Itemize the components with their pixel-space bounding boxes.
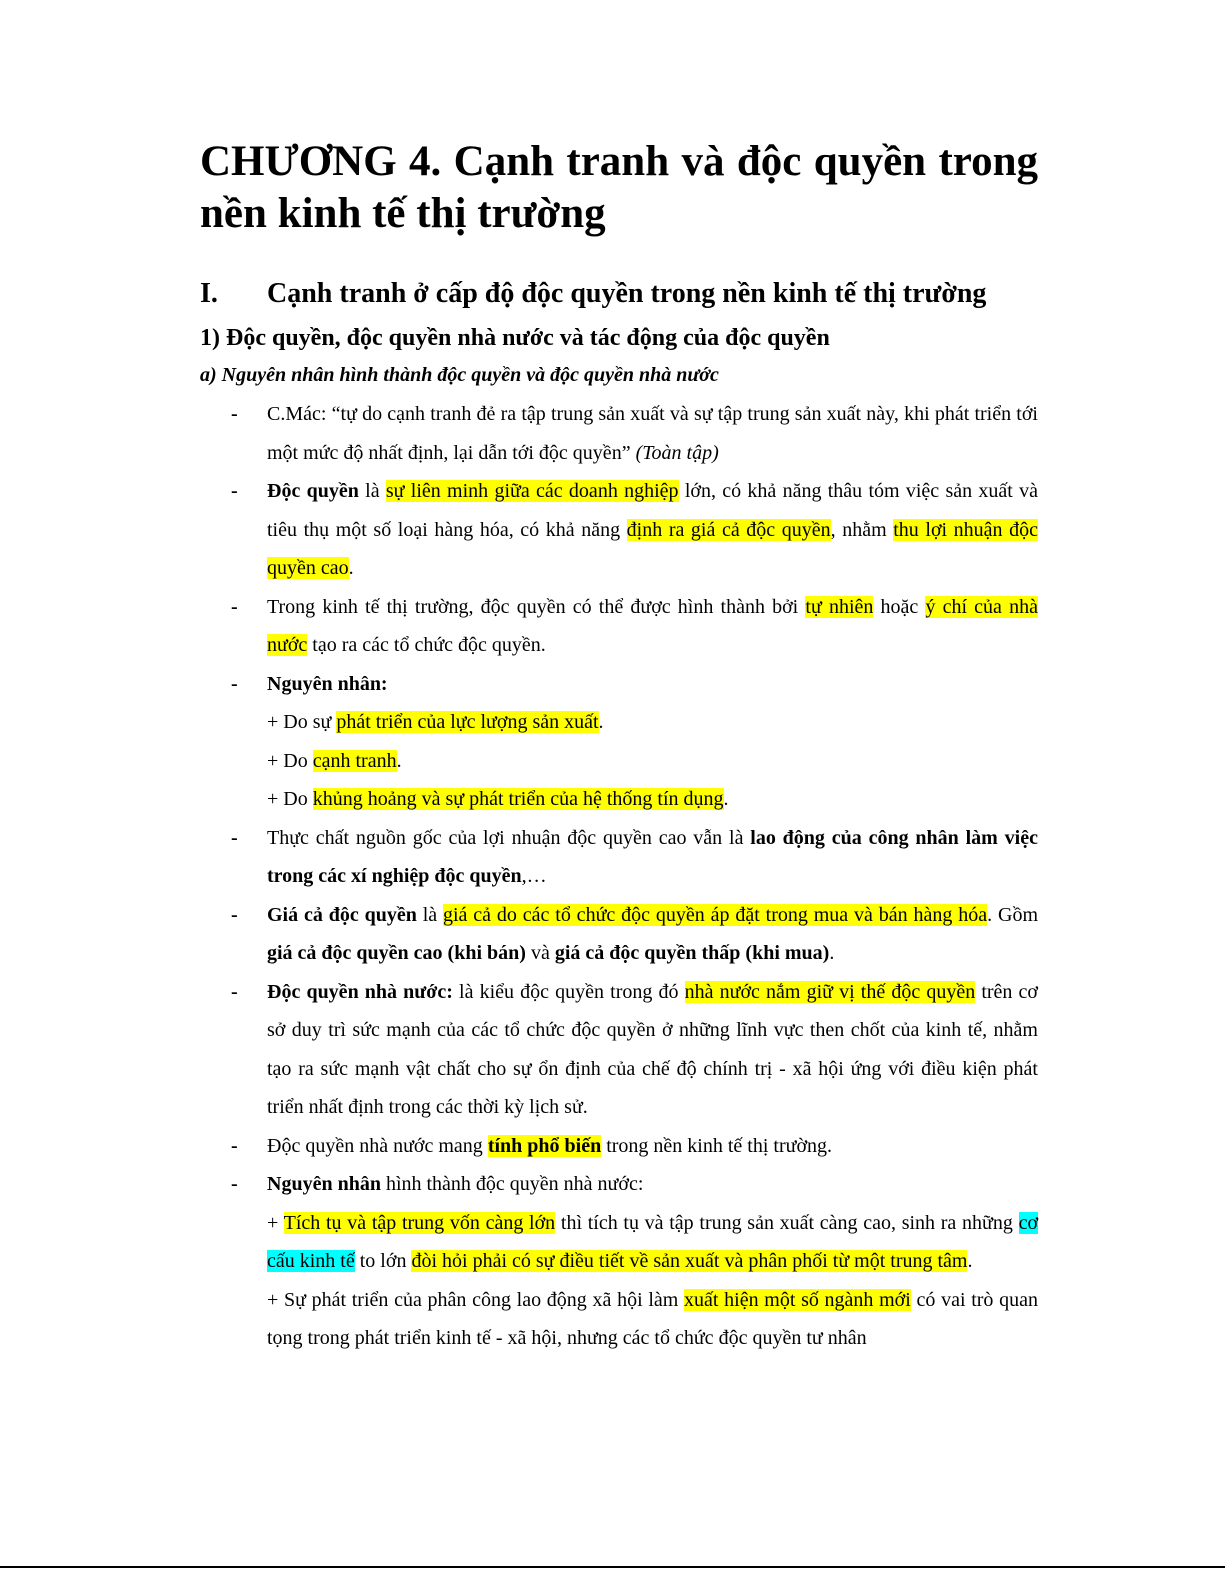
document-page	[200, 136, 1038, 1358]
highlight: ý chí của nhà nước	[267, 595, 1038, 656]
bullet-dash: -	[231, 903, 238, 926]
text-run: là	[416, 903, 443, 926]
bullet-state-causes	[200, 1165, 1038, 1358]
text-run: .	[598, 711, 604, 733]
bullet-universality	[200, 1127, 1038, 1166]
text-run: + Do	[267, 788, 313, 810]
text-run: thì tích tụ và tập trung sản xuất càng cao, sinh ra những	[555, 1211, 1019, 1234]
sub-item	[267, 703, 1038, 742]
text-run: + Sự phát triển của phân công lao động xã hội làm	[267, 1288, 685, 1311]
bold-text: giá cả độc quyền thấp (khi mua)	[554, 942, 830, 964]
bullet-marx-quote	[200, 395, 1038, 472]
bullet-list	[200, 395, 1038, 1358]
text-run: .	[348, 557, 354, 579]
bullet-dash: -	[231, 826, 238, 849]
text-run: . Gồm	[987, 903, 1039, 926]
text-run: .	[967, 1250, 973, 1272]
text-run: hình thành độc quyền nhà nước:	[380, 1173, 644, 1195]
highlight: xuất hiện một số ngành mới	[684, 1288, 911, 1311]
text-run: Trong kinh tế thị trường, độc quyền có thể được hình thành bởi	[267, 595, 806, 618]
bullet-dash: -	[231, 980, 238, 1003]
highlight-cyan: cơ cấu kinh tế	[267, 1211, 1039, 1272]
bullet-dash: -	[231, 480, 238, 502]
bullet-dash: -	[231, 403, 238, 425]
text-run: , nhằm	[830, 518, 894, 541]
highlight: tính phổ biến	[487, 1134, 602, 1157]
highlight: nhà nước nắm giữ vị thế độc quyền	[684, 980, 976, 1003]
highlight: tự nhiên	[805, 595, 874, 618]
text-run: + Do	[267, 749, 313, 772]
bullet-dash: -	[231, 672, 238, 695]
subsection-heading: 1) Độc quyền, độc quyền nhà nước và tác động của độc quyền	[200, 325, 830, 351]
bullet-dash: -	[231, 1173, 238, 1195]
text-run: .	[723, 788, 729, 810]
bold-text: giá cả độc quyền cao (khi bán)	[267, 942, 526, 964]
text-run: trong nền kinh tế thị trường.	[601, 1134, 833, 1157]
section-heading	[200, 274, 1038, 314]
section-title: Cạnh tranh ở cấp độ độc quyền trong nền kinh tế thị trường	[267, 278, 987, 309]
text-run: có vai trò quan tọng trong phát triển kinh tế - xã hội, nhưng các tổ chức độc quyền tư nhân	[267, 1288, 1038, 1349]
bullet-state-monopoly	[200, 973, 1038, 1127]
citation-source: (Toàn tập)	[635, 441, 719, 464]
highlight: giá cả do các tổ chức độc quyền áp đặt trong mua và bán hàng hóa	[443, 903, 988, 926]
bullet-dash: -	[231, 595, 238, 618]
text-run: lớn, có khả năng thâu tóm việc sản xuất và tiêu thụ một số loại hàng hóa, có khả năng	[267, 480, 1039, 541]
highlight: cạnh tranh	[312, 749, 397, 772]
bullet-dash: -	[231, 1134, 238, 1157]
highlight: khủng hoảng và sự phát triển của hệ thống tín dụng	[312, 788, 724, 810]
bullet-monopoly-definition	[200, 472, 1038, 588]
highlight: thu lợi nhuận độc quyền cao	[267, 518, 1039, 579]
text-run: tạo ra các tổ chức độc quyền.	[307, 634, 546, 656]
text-run: trên cơ sở duy trì sức mạnh của các tổ chức độc quyền ở những lĩnh vực then chốt của kinh tế, nhằm tạo ra sức mạnh vật chất cho sự ổn định của chế độ chính trị - xã hội ứng với điều kiện phát triển nhất định trong các thời kỳ lịch sử.	[267, 980, 1038, 1118]
page-bottom-rule	[0, 1566, 1225, 1568]
subsubsection-heading: a) Nguyên nhân hình thành độc quyền và độc quyền nhà nước	[200, 364, 719, 386]
bullet-formation	[200, 588, 1038, 665]
text-run: là	[358, 480, 386, 502]
bullet-profit-origin	[200, 819, 1038, 896]
term: Nguyên nhân	[267, 1173, 381, 1195]
bold-text: lao động của công nhân làm việc trong các xí nghiệp độc quyền	[267, 826, 1038, 887]
highlight: phát triển của lực lượng sản xuất	[336, 711, 599, 733]
sub-item	[267, 1204, 1038, 1281]
highlight: sự liên minh giữa các doanh nghiệp	[385, 480, 679, 502]
term: Giá cả độc quyền	[267, 903, 417, 926]
text-run: ,…	[521, 865, 547, 887]
sub-item	[267, 780, 1038, 819]
text-run: to lớn	[354, 1250, 412, 1272]
chapter-title: CHƯƠNG 4. Cạnh tranh và độc quyền trong nền kinh tế thị trường	[200, 138, 1038, 237]
text-run: Độc quyền nhà nước mang	[267, 1134, 488, 1157]
bullet-monopoly-price	[200, 896, 1038, 973]
sub-item	[267, 742, 1038, 781]
term: Độc quyền nhà nước:	[267, 980, 453, 1003]
term: Độc quyền	[267, 480, 359, 502]
text-run: .	[396, 749, 402, 772]
text-run: + Do sự	[267, 711, 337, 733]
term: Nguyên nhân:	[267, 672, 388, 695]
bullet-text: C.Mác: “tự do cạnh tranh đẻ ra tập trung sản xuất và sự tập trung sản xuất này, khi phát triển tới một mức độ nhất định, lại dẫn tới độc quyền”	[267, 403, 1038, 464]
bullet-causes	[200, 665, 1038, 819]
text-run: là kiểu độc quyền trong đó	[452, 980, 685, 1003]
text-run: và	[525, 942, 555, 964]
sub-item	[267, 1281, 1038, 1358]
section-number: I.	[200, 278, 218, 309]
highlight: định ra giá cả độc quyền	[626, 518, 831, 541]
text-run: +	[267, 1211, 284, 1234]
text-run: hoặc	[873, 595, 926, 618]
text-run: .	[829, 942, 835, 964]
highlight: Tích tụ và tập trung vốn càng lớn	[283, 1211, 556, 1234]
highlight: đòi hỏi phải có sự điều tiết về sản xuất và phân phối từ một trung tâm	[411, 1250, 968, 1272]
text-run: Thực chất nguồn gốc của lợi nhuận độc quyền cao vẫn là	[267, 826, 751, 849]
